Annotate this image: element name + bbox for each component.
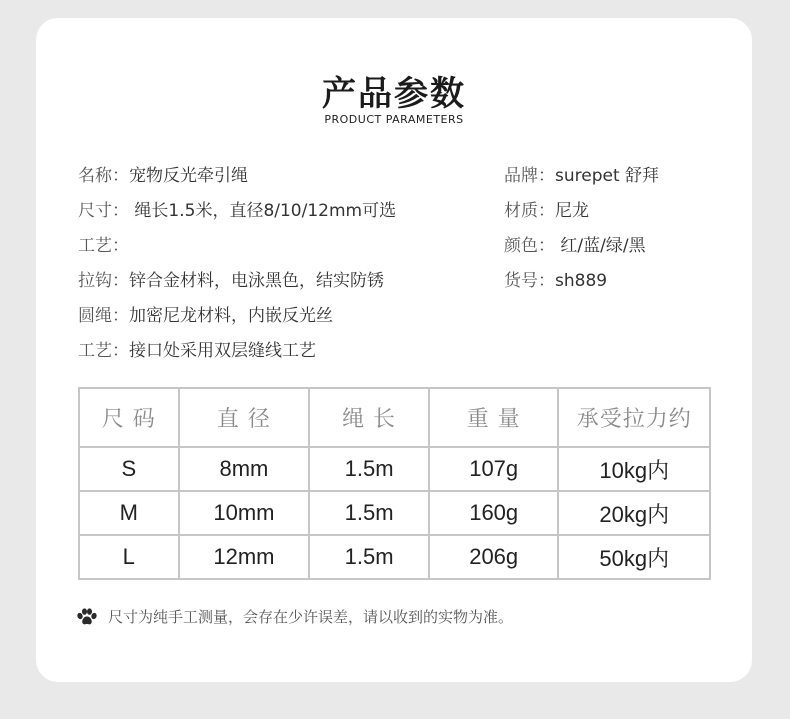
header-rope-length: 绳 长 [309,388,429,447]
size-table [78,387,711,580]
cell-weight: 107g [429,447,559,491]
product-parameters-card [36,18,752,682]
spec-rope [78,306,333,326]
header-tension: 承受拉力约 [558,388,710,447]
cell-diameter: 8mm [179,447,310,491]
spec-value: 加密尼龙材料，内嵌反光丝 [129,306,333,326]
spec-value: 绳长1.5米，直径8/10/12mm可选 [129,201,397,221]
spec-color [504,236,646,256]
paw-icon [76,608,98,626]
spec-label: 颜色： [504,236,555,256]
spec-item-number [504,271,607,291]
table-header-row [79,388,710,447]
spec-craft-heading [78,236,129,256]
spec-value: 接口处采用双层缝线工艺 [129,341,316,361]
spec-material [504,201,589,221]
spec-value: surepet 舒拜 [555,166,660,186]
spec-name [78,166,248,186]
page-title: 产品参数 [322,74,466,114]
spec-label: 拉钩： [78,271,129,291]
spec-label: 工艺： [78,236,129,256]
spec-label: 材质： [504,201,555,221]
spec-craft [78,341,316,361]
table-row [79,491,710,535]
cell-rope-length: 1.5m [309,491,429,535]
cell-size: M [79,491,179,535]
note-text: 尺寸为纯手工测量，会存在少许误差，请以收到的实物为准。 [108,608,514,626]
cell-rope-length: 1.5m [309,447,429,491]
spec-label: 名称： [78,166,129,186]
spec-label: 尺寸： [78,201,129,221]
spec-brand [504,166,659,186]
cell-tension: 10kg内 [558,447,710,491]
cell-weight: 206g [429,535,559,579]
spec-value: 红/蓝/绿/黑 [555,236,646,256]
header-diameter: 直 径 [179,388,310,447]
cell-size: S [79,447,179,491]
spec-label: 货号： [504,271,555,291]
cell-weight: 160g [429,491,559,535]
cell-tension: 50kg内 [558,535,710,579]
cell-rope-length: 1.5m [309,535,429,579]
spec-hook [78,271,384,291]
table-row [79,447,710,491]
spec-value: 尼龙 [555,201,589,221]
cell-tension: 20kg内 [558,491,710,535]
spec-label: 品牌： [504,166,555,186]
spec-value: sh889 [555,271,608,291]
cell-diameter: 10mm [179,491,310,535]
spec-value: 宠物反光牵引绳 [129,166,248,186]
header-weight: 重 量 [429,388,559,447]
spec-value: 锌合金材料，电泳黑色，结实防锈 [129,271,384,291]
measurement-note [76,606,513,627]
spec-size [78,201,396,221]
spec-label: 圆绳： [78,306,129,326]
table-row [79,535,710,579]
spec-label: 工艺： [78,341,129,361]
page-subtitle: PRODUCT PARAMETERS [324,113,464,126]
cell-size: L [79,535,179,579]
cell-diameter: 12mm [179,535,310,579]
header-size: 尺 码 [79,388,179,447]
